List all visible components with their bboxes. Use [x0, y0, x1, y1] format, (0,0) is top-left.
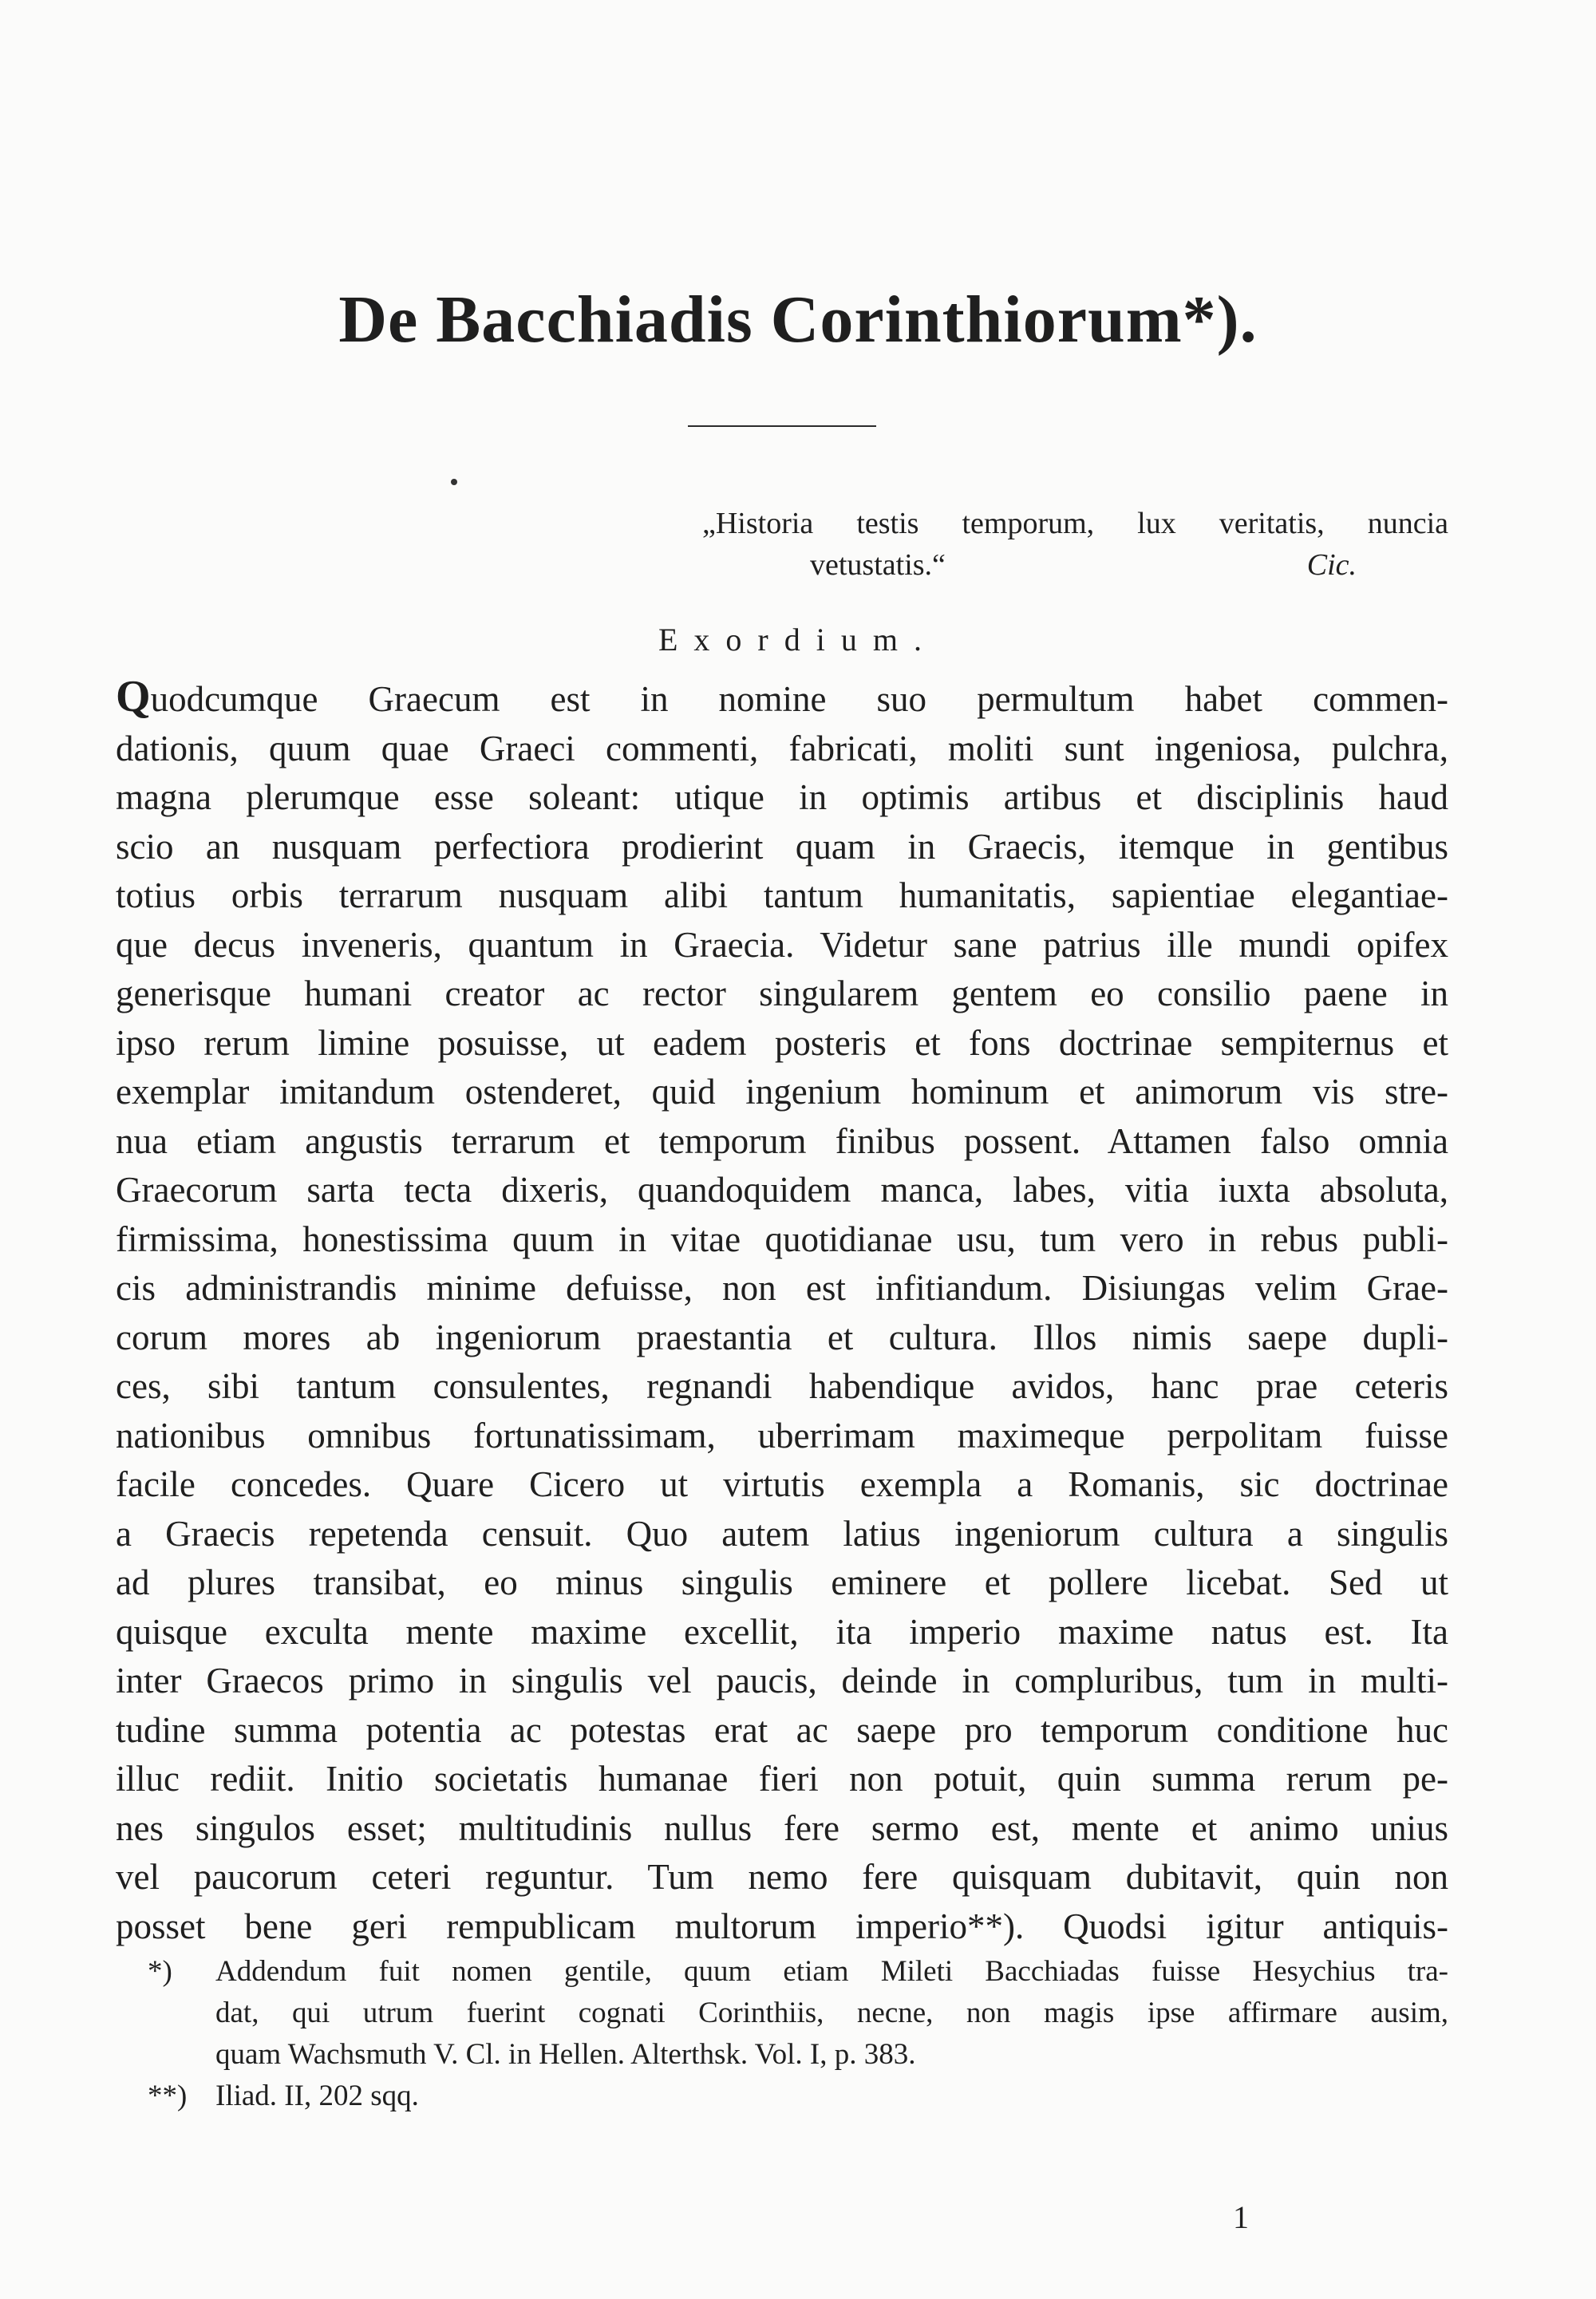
epigraph-attribution: Cic.: [1306, 548, 1357, 582]
footnote-line: dat, qui utrum fuerint cognati Corinthiis, necne, non magis ipse affirmare ausim,: [215, 1997, 1448, 2029]
body-line: ipso rerum limine posuisse, ut eadem posteris et fons doctrinae sempiternus et: [116, 1022, 1448, 1063]
footnote-line: Iliad. II, 202 sqq.: [215, 2080, 419, 2112]
page-number: 1: [1233, 2199, 1249, 2235]
body-line: illuc rediit. Initio societatis humanae fieri non potuit, quin summa rerum pe-: [116, 1759, 1448, 1799]
body-line: generisque humani creator ac rector singularem gentem eo consilio paene in: [116, 974, 1448, 1013]
body-line: ces, sibi tantum consulentes, regnandi habendique avidos, hanc prae ceteris: [116, 1366, 1448, 1406]
footnote-line: quam Wachsmuth V. Cl. in Hellen. Alterthsk. Vol. I, p. 383.: [215, 2038, 916, 2071]
body-line: corum mores ab ingeniorum praestantia et cultura. Illos nimis saepe dupli-: [116, 1317, 1448, 1357]
footnote-2: [116, 2076, 1448, 2117]
body-line: ad plures transibat, eo minus singulis eminere et pollere licebat. Sed ut: [116, 1562, 1448, 1602]
body-line: inter Graecos primo in singulis vel paucis, deinde in compluribus, tum in multi-: [116, 1661, 1448, 1701]
footnote-mark: **): [148, 2080, 188, 2112]
footnote-mark: *): [148, 1955, 172, 1988]
body-line: tudine summa potentia ac potestas erat ac saepe pro temporum conditione huc: [116, 1709, 1448, 1750]
epigraph-line-2: [702, 544, 1448, 586]
title-text: De Bacchiadis Corinthiorum: [338, 282, 1183, 357]
epigraph-line-1: „Historia testis temporum, lux veritatis, nuncia: [702, 507, 1448, 540]
body-line: posset bene geri rempublicam multorum imperio**). Quodsi igitur antiquis-: [116, 1906, 1448, 1946]
section-heading: Exordium.: [658, 622, 938, 658]
print-speck: [451, 479, 457, 485]
footnote-line: Addendum fuit nomen gentile, quum etiam Mileti Bacchiadas fuisse Hesychius tra-: [215, 1955, 1448, 1988]
footnotes: [116, 1951, 1448, 2117]
body-line: que decus inveneris, quantum in Graecia. Videtur sane patrius ille mundi opifex: [116, 924, 1448, 965]
body-line: totius orbis terrarum nusquam alibi tantum humanitatis, sapientiae elegantiae-: [116, 875, 1448, 915]
body-line: exemplar imitandum ostenderet, quid ingenium hominum et animorum vis stre-: [116, 1072, 1448, 1112]
body-line: Graecorum sarta tecta dixeris, quandoquidem manca, labes, vitia iuxta absoluta,: [116, 1170, 1448, 1210]
title-divider: [688, 425, 876, 427]
title-footnote-mark: *).: [1182, 282, 1258, 357]
body-line: a Graecis repetenda censuit. Quo autem latius ingeniorum cultura a singulis: [116, 1513, 1448, 1554]
body-line: facile concedes. Quare Cicero ut virtutis exempla a Romanis, sic doctrinae: [116, 1464, 1448, 1504]
body-line: scio an nusquam perfectiora prodierint quam in Graecis, itemque in gentibus: [116, 826, 1448, 867]
body-line: nationibus omnibus fortunatissimam, uberrimam maximeque perpolitam fuisse: [116, 1415, 1448, 1456]
body-line: magna plerumque esse soleant: utique in optimis artibus et disciplinis haud: [116, 777, 1448, 817]
page-title: [0, 283, 1596, 357]
body-line: dationis, quum quae Graeci commenti, fabricati, moliti sunt ingeniosa, pulchra,: [116, 728, 1448, 768]
epigraph-line-2-text: vetustatis.“: [810, 548, 946, 582]
body-line: cis administrandis minime defuisse, non est infitiandum. Disiungas velim Grae-: [116, 1268, 1448, 1308]
footnote-1: [116, 1951, 1448, 2076]
body-text: [116, 673, 1448, 1951]
body-line: nes singulos esset; multitudinis nullus fere sermo est, mente et animo unius: [116, 1807, 1448, 1848]
body-line: nua etiam angustis terrarum et temporum finibus possent. Attamen falso omnia: [116, 1120, 1448, 1161]
body-line: quisque exculta mente maxime excellit, ita imperio maxime natus est. Ita: [116, 1611, 1448, 1652]
body-line: firmissima, honestissima quum in vitae quotidianae usu, tum vero in rebus publi-: [116, 1219, 1448, 1259]
epigraph: [702, 503, 1448, 586]
body-line: vel paucorum ceteri reguntur. Tum nemo fere quisquam dubitavit, quin non: [116, 1857, 1448, 1897]
drop-initial: Q: [116, 672, 151, 721]
body-line: Quodcumque Graecum est in nomine suo permultum habet commen-: [116, 672, 1448, 721]
